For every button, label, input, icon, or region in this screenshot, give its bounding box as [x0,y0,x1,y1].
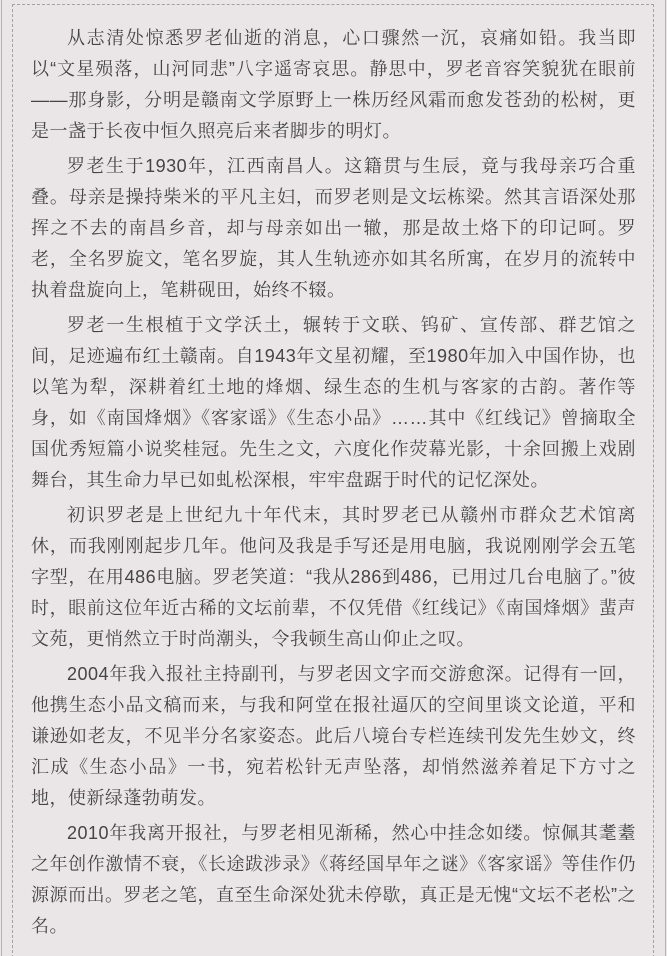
memorial-essay-page [1,0,666,956]
paragraph-first-meeting: 初识罗老是上世纪九十年代末，其时罗老已从赣州市群众艺术馆离休，而我刚刚起步几年。他问及我是手写还是用电脑，我说刚刚学会五笔字型，在用486电脑。罗老笑道：“我从286到486，已用过几台电脑了。”彼时，眼前这位年近古稀的文坛前辈，不仅凭借《红线记》《南国烽烟》蜚声文苑，更悄然立于时尚潮头，令我顿生高山仰止之叹。 [31,505,636,649]
paragraph-opening: 从志清处惊悉罗老仙逝的消息，心口骤然一沉，哀痛如铅。我当即以“文星殒落，山河同悲”八字遥寄哀思。静思中，罗老音容笑貌犹在眼前——那身影，分明是赣南文学原野上一株历经风霜而愈发苍劲的松树，更是一盏于长夜中恒久照亮后来者脚步的明灯。 [31,28,636,141]
essay-body [12,4,654,956]
paragraph-literary-career: 罗老一生根植于文学沃土，辗转于文联、钨矿、宣传部、群艺馆之间，足迹遍布红土赣南。自1943年文星初耀，至1980年加入中国作协，也以笔为犁，深耕着红土地的烽烟、绿生态的生机与客家的古韵。著作等身，如《南国烽烟》《客家谣》《生态小品》……其中《红线记》曾摘取全国优秀短篇小说奖桂冠。先生之文，六度化作荧幕光影，十余回搬上戏剧舞台，其生命力早已如虬松深根，牢牢盘踞于时代的记忆深处。 [31,315,636,490]
paragraph-newspaper-years: 2004年我入报社主持副刊，与罗老因文字而交游愈深。记得有一回，他携生态小品文稿而来，与我和阿堂在报社逼仄的空间里谈文论道，平和谦逊如老友，不见半分名家姿态。此后八境台专栏连续刊发先生妙文，终汇成《生态小品》一书，宛若松针无声坠落，却悄然滋养着足下方寸之地，使新绿蓬勃萌发。 [31,664,636,808]
paragraph-birth-origin: 罗老生于1930年，江西南昌人。这籍贯与生辰，竟与我母亲巧合重叠。母亲是操持柴米的平凡主妇，而罗老则是文坛栋梁。然其言语深处那挥之不去的南昌乡音，却与母亲如出一辙，那是故土烙下的印记呵。罗老，全名罗旋文，笔名罗旋，其人生轨迹亦如其名所寓，在岁月的流转中执着盘旋向上，笔耕砚田，始终不辍。 [31,156,636,300]
paragraph-closing: 2010年我离开报社，与罗老相见渐稀，然心中挂念如缕。惊佩其耄耋之年创作激情不衰，《长途跋涉录》《蒋经国早年之谜》《客家谣》等佳作仍源源而出。罗老之笔，直至生命深处犹未停歇，真正是无愧“文坛不老松”之名。 [31,823,636,936]
